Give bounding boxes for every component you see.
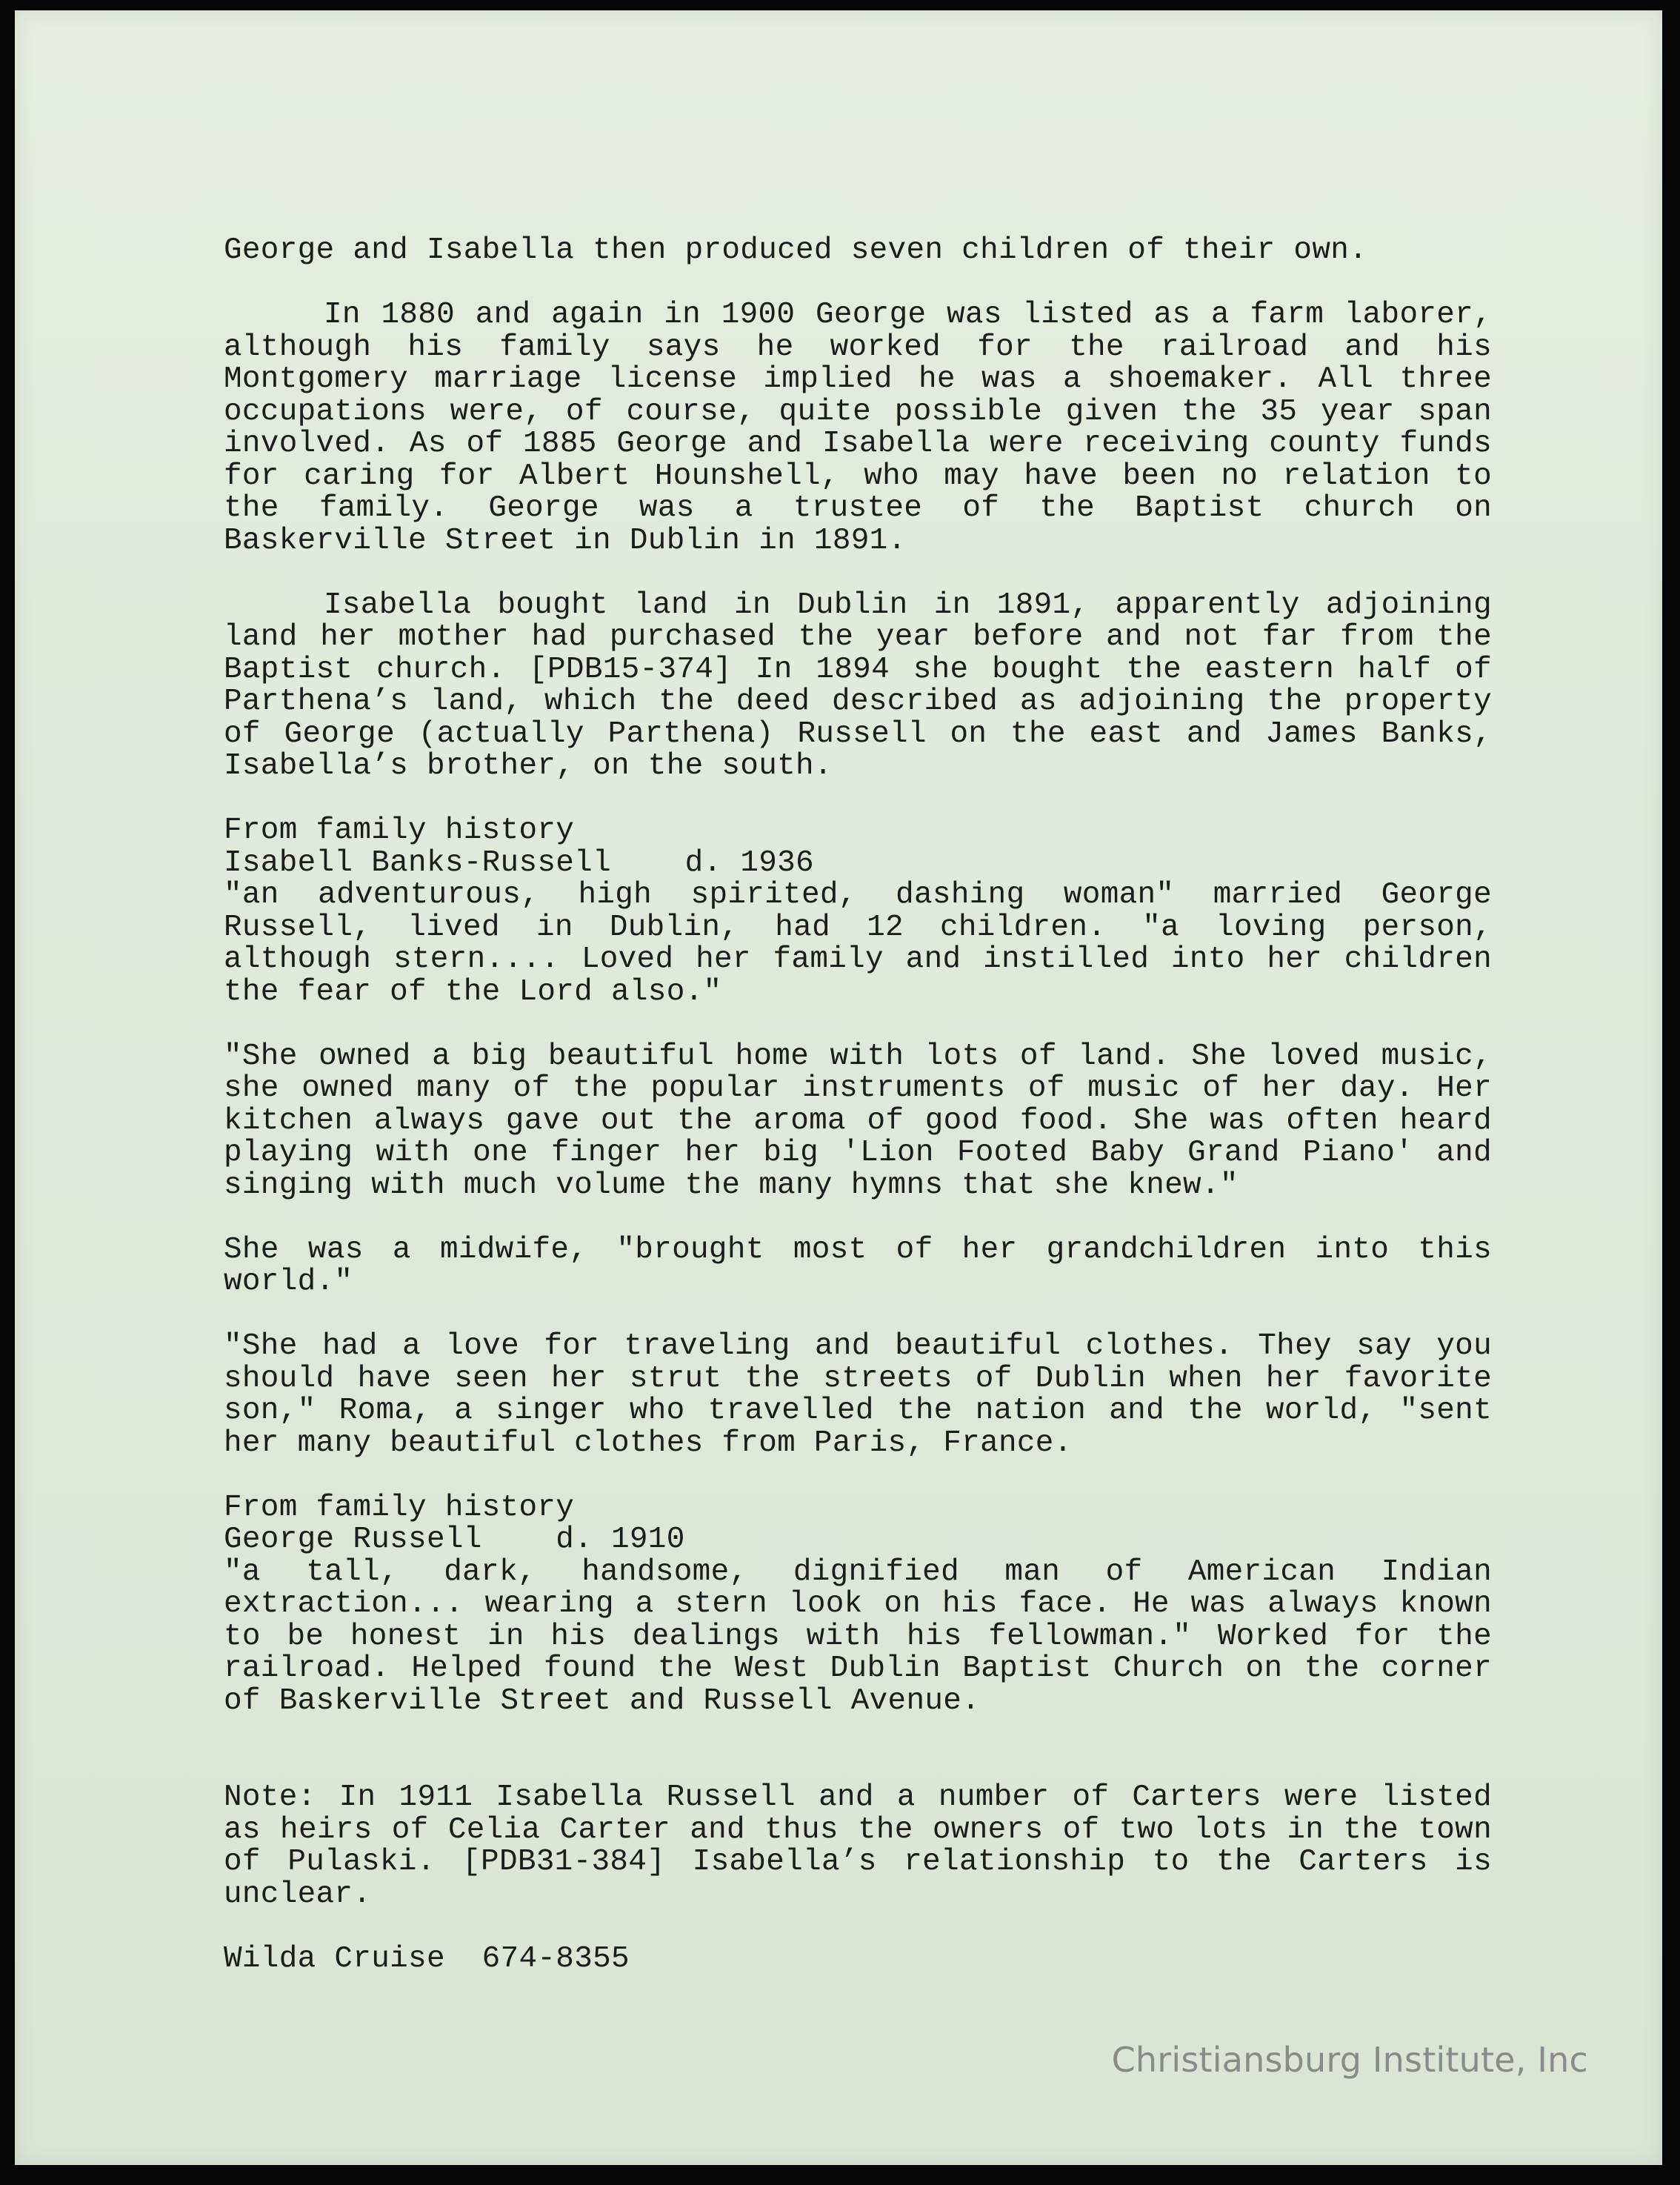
contact-name: Wilda Cruise	[224, 1941, 445, 1976]
isabell-history-section	[224, 815, 1492, 1008]
isabell-travel-paragraph: "She had a love for traveling and beautiful clothes. They say you should have seen her strut the streets of Dublin when her favorite son," Roma, a singer who travelled the nation and the world, "sent her many beautiful clothes from Paris, France.	[224, 1329, 1492, 1460]
person-name: Isabell Banks-Russell	[224, 845, 611, 880]
source-label: From family history	[224, 814, 575, 848]
isabell-midwife-paragraph: She was a midwife, "brought most of her grandchildren into this world."	[224, 1232, 1492, 1299]
george-quote: "a tall, dark, handsome, dignified man of American Indian extraction... wearing a stern look on his face. He was always known to be honest in his dealings with his fellowman." Worked for the railroad. Helped found the West Dublin Baptist Church on the corner of Baskerville Street and Russell Avenue.	[224, 1554, 1492, 1718]
death-year: d. 1936	[684, 845, 814, 880]
george-history-section	[224, 1492, 1492, 1718]
isabell-quote: "an adventurous, high spirited, dashing woman" married George Russell, lived in Dublin, had 12 children. "a loving person, although stern.... Loved her family and instilled into her children the fear of the Lord also."	[224, 878, 1492, 1009]
source-label: From family history	[224, 1490, 575, 1525]
person-heading	[224, 845, 1492, 880]
watermark-text: Christiansburg Institute, Inc	[1111, 2040, 1588, 2080]
contact-phone: 674-8355	[481, 1941, 630, 1976]
person-heading	[224, 1524, 1492, 1557]
paragraph-children: George and Isabella then produced seven children of their own.	[224, 233, 1368, 267]
death-year: d. 1910	[556, 1523, 685, 1557]
isabell-home-paragraph: "She owned a big beautiful home with lots of land. She loved music, she owned many of the popular instruments of music of her day. Her kitchen always gave out the aroma of good food. She was often heard playing with one finger her big 'Lion Footed Baby Grand Piano' and singing with much volume the many hymns that she knew."	[224, 1039, 1492, 1203]
paragraph-land: Isabella bought land in Dublin in 1891, apparently adjoining land her mother had purchased the year before and not far from the Baptist church. [PDB15-374] In 1894 she bought the eastern half of Parthena’s land, which the deed described as adjoining the property of George (actually Parthena) Russell on the east and James Banks, Isabella’s brother, on the south.	[224, 588, 1492, 783]
document-page	[15, 10, 1662, 2165]
contact-line	[224, 1943, 1492, 1976]
paragraph-occupations: In 1880 and again in 1900 George was listed as a farm laborer, although his family says he worked for the railroad and his Montgomery marriage license implied he was a shoemaker. All three occupations were, of course, quite possible given the 35 year span involved. As of 1885 George and Isabella were receiving county funds for caring for Albert Hounshell, who may have been no relation to the family. George was a trustee of the Baptist church on Baskerville Street in Dublin in 1891.	[224, 298, 1492, 558]
person-name: George Russell	[224, 1523, 482, 1557]
document-body	[224, 235, 1492, 2008]
note-paragraph: Note: In 1911 Isabella Russell and a number of Carters were listed as heirs of Celia Carter and thus the owners of two lots in the town of Pulaski. [PDB31-384] Isabella’s relationship to the Carters is unclear.	[224, 1780, 1492, 1912]
